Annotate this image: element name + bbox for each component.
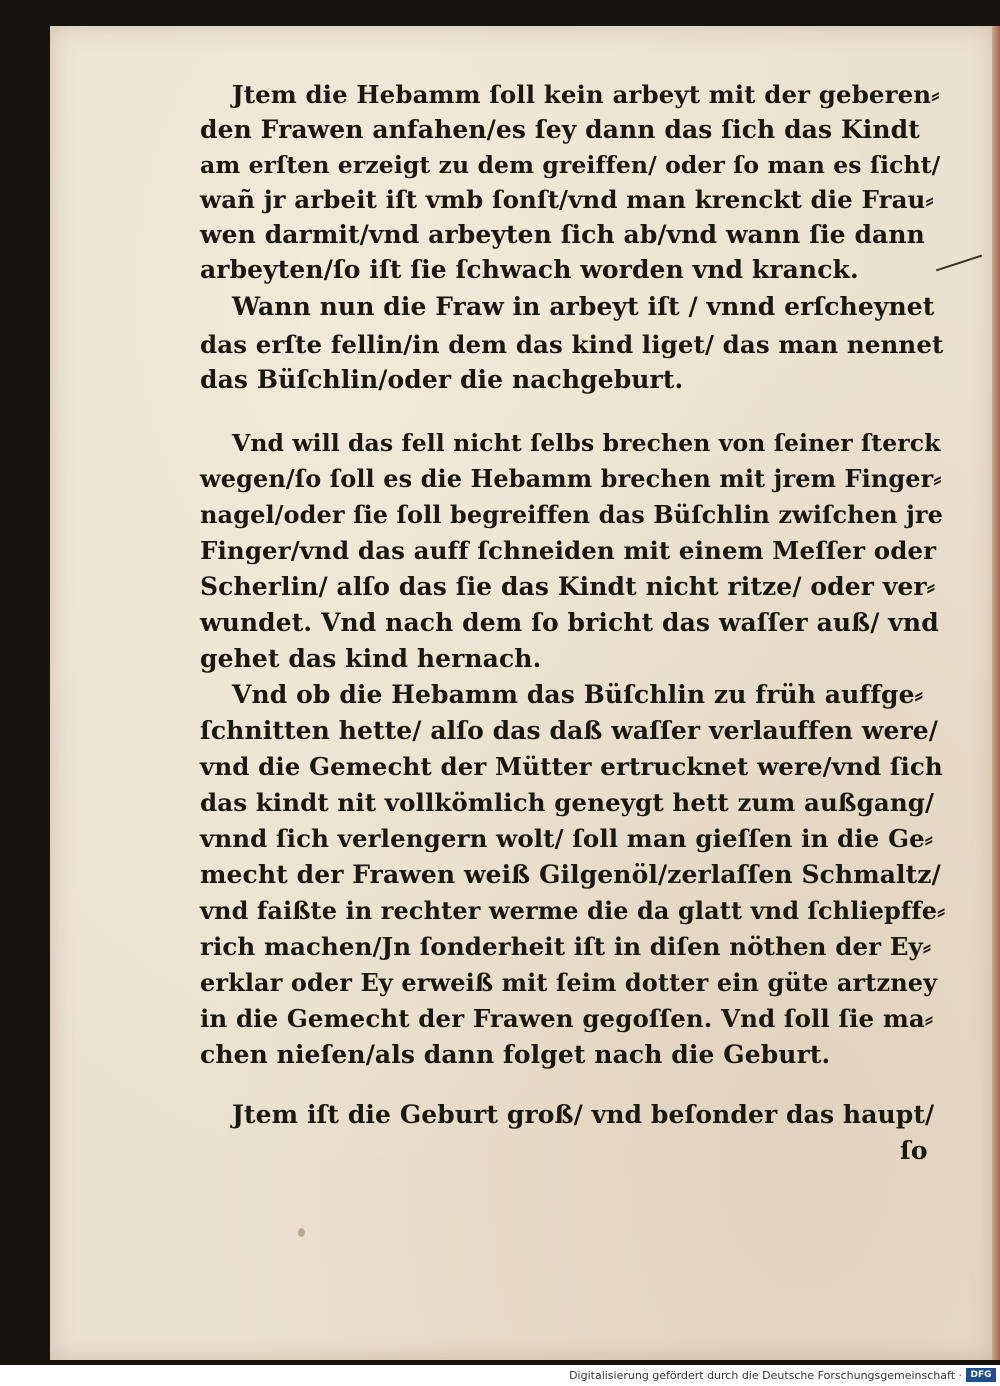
catchword: ſo (900, 1136, 928, 1165)
text-line: vnd faißte in rechter werme die da glatt vnd ſchliepffe⸗ (200, 896, 946, 925)
text-line: ſchnitten hette/ alſo das daß waſſer verlauffen were/ (200, 716, 939, 745)
text-line: arbeyten/ſo iſt ſie ſchwach worden vnd kranck. (200, 255, 859, 284)
text-line: chen nieſen/als dann folget nach die Geburt. (200, 1040, 831, 1069)
text-line: in die Gemecht der Frawen gegoſſen. Vnd ſoll ſie ma⸗ (200, 1004, 934, 1033)
text-line: nagel/oder ſie ſoll begreiffen das Büſchlin zwiſchen jre (200, 500, 943, 529)
text-line: das erſte fellin/in dem das kind liget/ das man nennet (200, 330, 944, 359)
text-line: Vnd will das fell nicht ſelbs brechen von ſeiner ſterck (232, 429, 941, 457)
page-edge (992, 26, 1000, 1360)
text-line: den Frawen anfahen/es ſey dann das ſich das Kindt (200, 115, 920, 144)
funding-notice: Digitalisierung gefördert durch die Deutsche Forschungsgemeinschaft · (569, 1369, 962, 1382)
text-line: das kindt nit vollkömlich geneygt hett zum außgang/ (200, 788, 935, 817)
text-line: Jtem iſt die Geburt groß/ vnd beſonder das haupt/ (232, 1100, 935, 1129)
text-line: mecht der Frawen weiß Gilgenöl/zerlaſſen Schmaltz/ (200, 860, 941, 889)
text-line: Scherlin/ alſo das ſie das Kindt nicht ritze/ oder ver⸗ (200, 572, 936, 601)
text-line: wundet. Vnd nach dem ſo bricht das waſſer auß/ vnd (200, 608, 939, 637)
text-line: wañ jr arbeit iſt vmb ſonſt/vnd man krenckt die Frau⸗ (200, 185, 934, 214)
text-line: gehet das kind hernach. (200, 644, 542, 673)
text-line: wegen/ſo ſoll es die Hebamm brechen mit jrem Finger⸗ (200, 464, 942, 493)
text-line: rich machen/Jn ſonderheit iſt in diſen nöthen der Ey⸗ (200, 932, 932, 961)
dfg-logo[interactable]: DFG (966, 1368, 996, 1382)
text-line: Finger/vnd das auff ſchneiden mit einem Meſſer oder (200, 536, 937, 565)
text-line: erklar oder Ey erweiß mit ſeim dotter ein güte artzney (200, 968, 938, 997)
text-line: vnnd ſich verlengern wolt/ ſoll man gieſſen in die Ge⸗ (200, 824, 934, 853)
text-line: Wann nun die Fraw in arbeyt iſt / vnnd erſcheynet (232, 292, 935, 321)
footer-bar (0, 1365, 1000, 1386)
text-line: das Büſchlin/oder die nachgeburt. (200, 365, 684, 394)
text-line: Jtem die Hebamm ſoll kein arbeyt mit der geberen⸗ (232, 80, 940, 109)
text-line: vnd die Gemecht der Mütter ertrucknet were/vnd ſich (200, 752, 943, 781)
text-line: am erſten erzeigt zu dem greiffen/ oder ſo man es ſicht/ (200, 151, 941, 179)
paper-speck (298, 1228, 305, 1237)
text-line: Vnd ob die Hebamm das Büſchlin zu früh auffge⸗ (232, 680, 924, 709)
text-line: wen darmit/vnd arbeyten ſich ab/vnd wann ſie dann (200, 220, 925, 249)
